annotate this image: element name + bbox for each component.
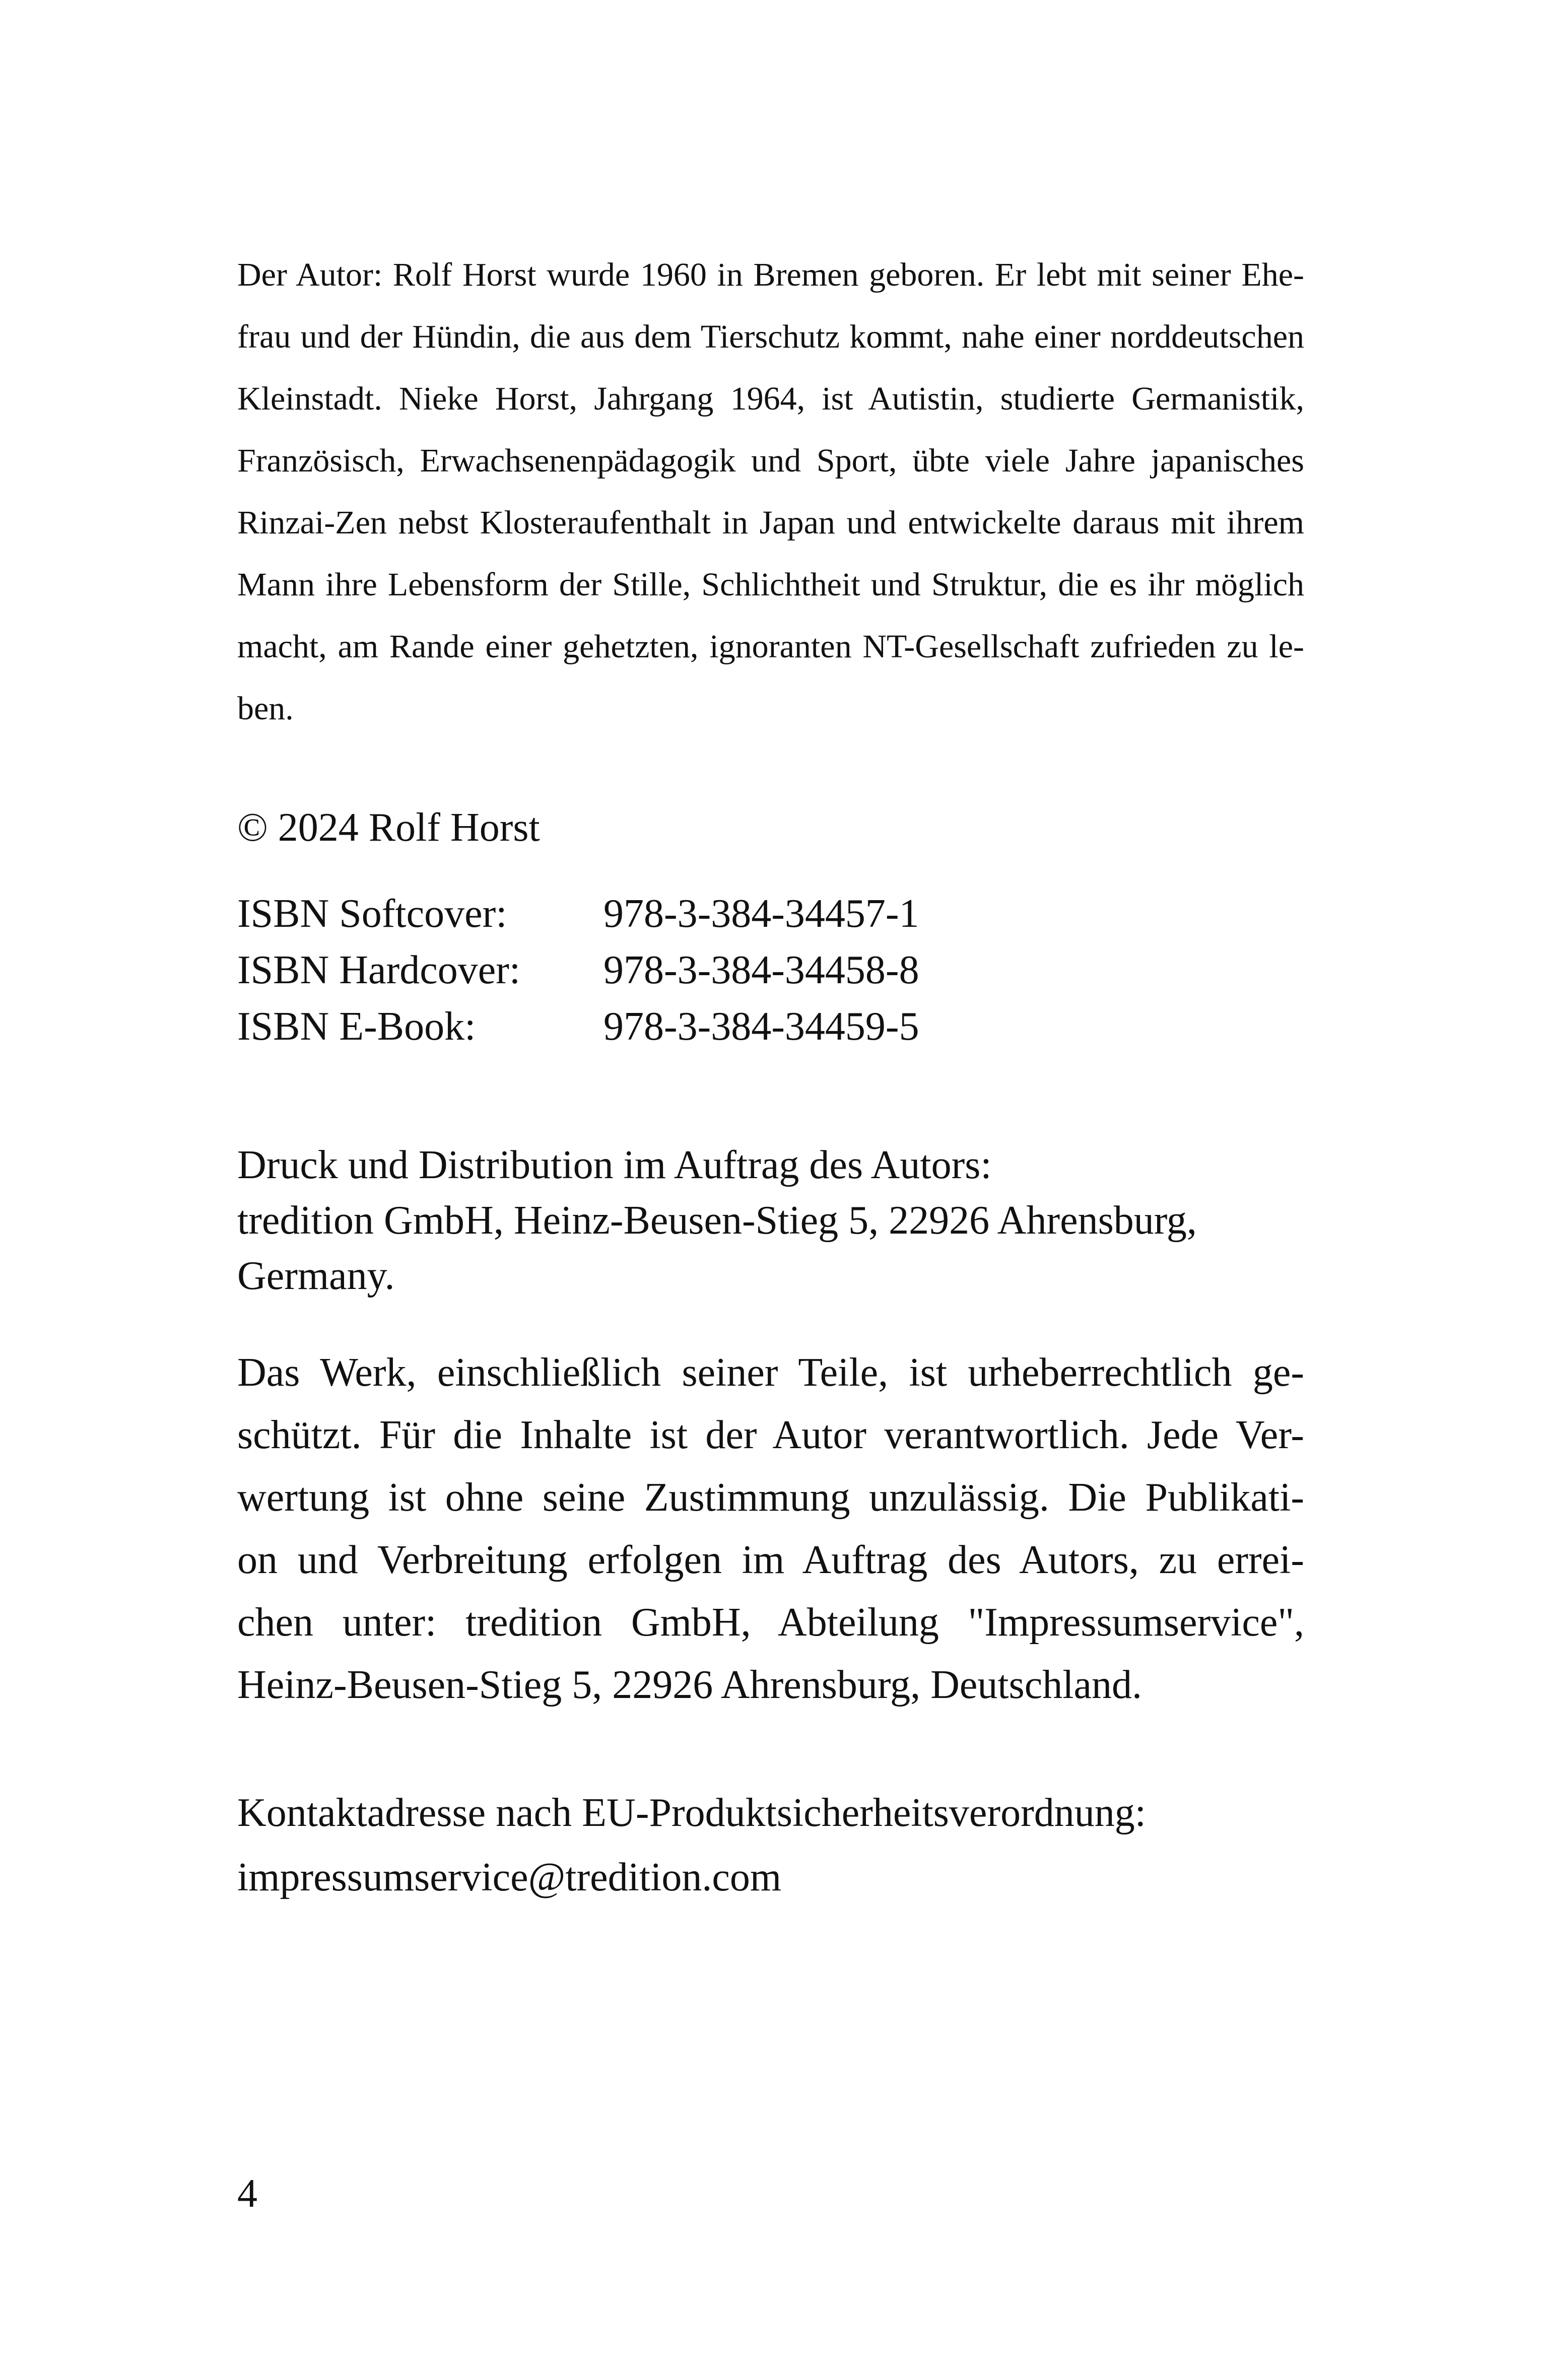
- isbn-list: [237, 886, 919, 1055]
- bio-line: Der Autor: Rolf Horst wurde 1960 in Bremen geboren. Er lebt mit seiner Ehe-: [237, 256, 1304, 293]
- isbn-label: ISBN Hardcover:: [237, 948, 521, 992]
- isbn-row-hardcover: [237, 942, 919, 998]
- bio-line: frau und der Hündin, die aus dem Tierschutz kommt, nahe einer norddeutschen: [237, 318, 1304, 355]
- werk-line: Heinz-Beusen-Stieg 5, 22926 Ahrensburg, Deutschland.: [237, 1663, 1142, 1707]
- contact-email: impressumservice@tredition.com: [237, 1855, 782, 1899]
- bio-line: Rinzai-Zen nebst Klosteraufenthalt in Japan und entwickelte daraus mit ihrem: [237, 504, 1304, 541]
- contact-address: [237, 1781, 1304, 1910]
- page-number: 4: [237, 2171, 257, 2216]
- bio-line: macht, am Rande einer gehetzten, ignoranten NT-Gesellschaft zufrieden zu le-: [237, 628, 1304, 665]
- author-bio-paragraph: [237, 244, 1304, 739]
- bio-line: Französisch, Erwachsenenpädagogik und Sport, übte viele Jahre japanisches: [237, 442, 1304, 479]
- bio-line: Mann ihre Lebensform der Stille, Schlichtheit und Struktur, die es ihr möglich: [237, 566, 1304, 603]
- bio-line: Kleinstadt. Nieke Horst, Jahrgang 1964, ist Autistin, studierte Germanistik,: [237, 380, 1304, 417]
- kontakt-line: Kontaktadresse nach EU-Produktsicherheitsverordnung:: [237, 1791, 1146, 1835]
- isbn-value: 978-3-384-34459-5: [603, 1004, 919, 1049]
- print-distribution-notice: [237, 1137, 1304, 1304]
- druck-line: tredition GmbH, Heinz-Beusen-Stieg 5, 22926 Ahrensburg,: [237, 1198, 1197, 1243]
- druck-line: Germany.: [237, 1254, 395, 1298]
- werk-line: chen unter: tredition GmbH, Abteilung "Impressumservice",: [237, 1600, 1304, 1645]
- copyright-notice: © 2024 Rolf Horst: [237, 805, 540, 850]
- bio-line: ben.: [237, 690, 294, 727]
- werk-line: on und Verbreitung erfolgen im Auftrag des Autors, zu errei-: [237, 1538, 1304, 1582]
- isbn-label: ISBN E-Book:: [237, 1004, 476, 1049]
- druck-line: Druck und Distribution im Auftrag des Autors:: [237, 1143, 992, 1187]
- isbn-label: ISBN Softcover:: [237, 892, 507, 936]
- werk-line: Das Werk, einschließlich seiner Teile, ist urheberrechtlich ge-: [237, 1350, 1304, 1395]
- isbn-value: 978-3-384-34457-1: [603, 892, 919, 936]
- isbn-value: 978-3-384-34458-8: [603, 948, 919, 992]
- werk-line: schützt. Für die Inhalte ist der Autor verantwortlich. Jede Ver-: [237, 1413, 1304, 1457]
- werk-line: wertung ist ohne seine Zustimmung unzulässig. Die Publikati-: [237, 1475, 1304, 1520]
- copyright-legal-paragraph: [237, 1341, 1304, 1716]
- isbn-row-softcover: [237, 886, 919, 942]
- isbn-row-ebook: [237, 998, 919, 1055]
